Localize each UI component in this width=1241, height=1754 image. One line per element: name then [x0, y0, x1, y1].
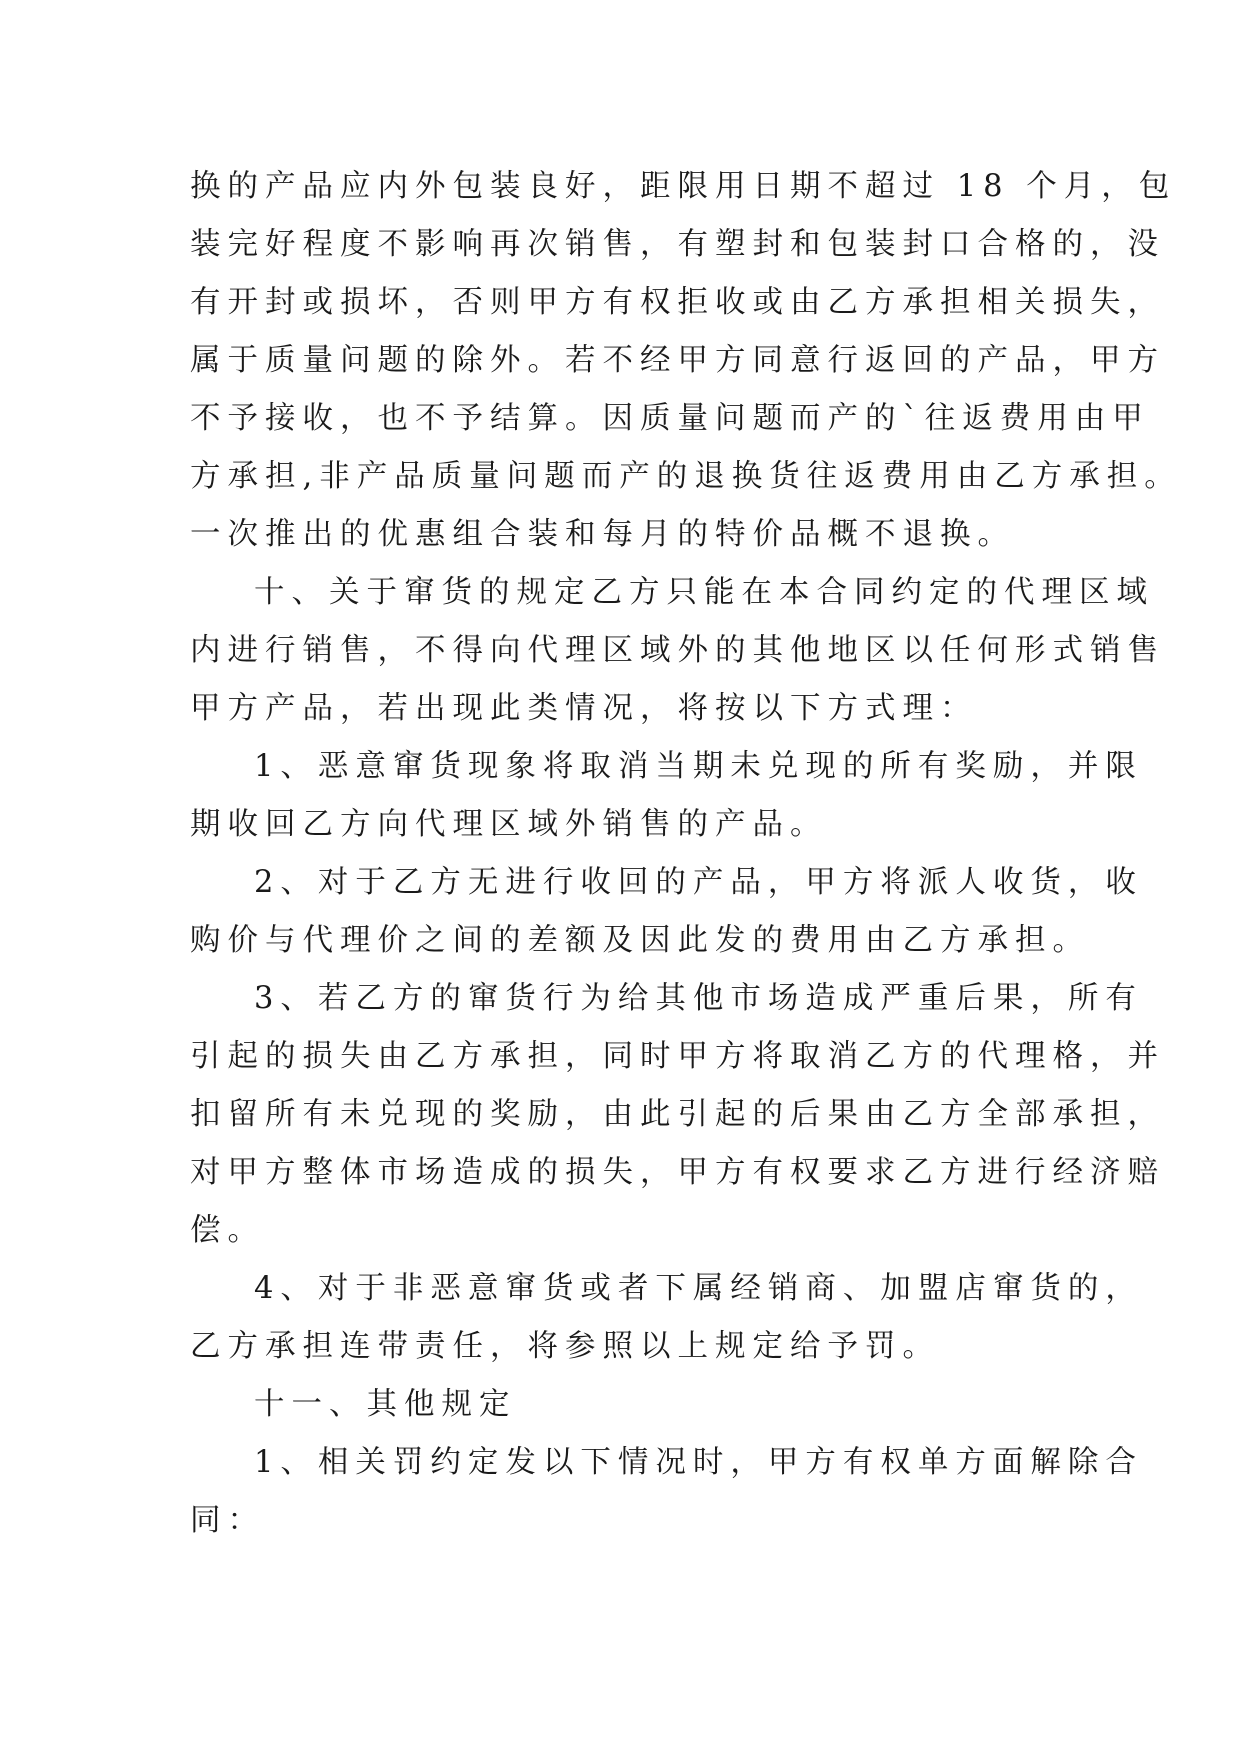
text-line: 内进行销售，不得向代理区域外的其他地区以任何形式销售	[190, 633, 1165, 668]
section-11-heading	[190, 1376, 1070, 1434]
clause-10-4	[190, 1260, 1143, 1376]
text-line: 装完好程度不影响再次销售，有塑封和包装封口合格的，没	[190, 227, 1165, 262]
text-line: 甲方产品，若出现此类情况，将按以下方式理：	[190, 691, 978, 726]
paragraph-return-policy	[190, 158, 1182, 564]
text-line: 有开封或损坏，否则甲方有权拒收或由乙方承担相关损失，	[190, 285, 1165, 320]
text-line: 同：	[190, 1503, 265, 1538]
text-line: 不予接收，也不予结算。因质量问题而产的`往返费用由甲	[190, 401, 1150, 436]
text-line: 十、关于窜货的规定乙方只能在本合同约定的代理区域	[254, 575, 1154, 610]
text-line: 购价与代理价之间的差额及因此发的费用由乙方承担。	[190, 923, 1090, 958]
text-line: 扣留所有未兑现的奖励，由此引起的后果由乙方全部承担，	[190, 1097, 1165, 1132]
text-line: 属于质量问题的除外。若不经甲方同意行返回的产品，甲方	[190, 343, 1165, 378]
text-line: 一次推出的优惠组合装和每月的特价品概不退换。	[190, 517, 1015, 552]
text-line: 乙方承担连带责任，将参照以上规定给予罚。	[190, 1329, 940, 1364]
text-line: 换的产品应内外包装良好，距限用日期不超过 18 个月，包	[190, 169, 1177, 204]
document-body	[190, 158, 1182, 1550]
text-line: 3、若乙方的窜货行为给其他市场造成严重后果，所有	[254, 981, 1143, 1016]
text-line: 对甲方整体市场造成的损失，甲方有权要求乙方进行经济赔	[190, 1155, 1165, 1190]
clause-10-2	[190, 854, 1143, 970]
clause-11-1	[190, 1434, 1143, 1550]
text-line: 2、对于乙方无进行收回的产品，甲方将派人收货，收	[254, 865, 1143, 900]
text-line: 偿。	[190, 1213, 265, 1248]
text-line: 十一、其他规定	[254, 1387, 517, 1422]
text-line: 4、对于非恶意窜货或者下属经销商、加盟店窜货的，	[254, 1271, 1143, 1306]
text-line: 引起的损失由乙方承担，同时甲方将取消乙方的代理格，并	[190, 1039, 1165, 1074]
text-line: 1、相关罚约定发以下情况时，甲方有权单方面解除合	[254, 1445, 1143, 1480]
text-line: 1、恶意窜货现象将取消当期未兑现的所有奖励，并限	[254, 749, 1143, 784]
section-10-heading-paragraph	[190, 564, 1165, 738]
text-line: 期收回乙方向代理区域外销售的产品。	[190, 807, 828, 842]
text-line: 方承担,非产品质量问题而产的退换货往返费用由乙方承担。	[190, 459, 1182, 494]
clause-10-1	[190, 738, 1143, 854]
clause-10-3	[190, 970, 1165, 1260]
